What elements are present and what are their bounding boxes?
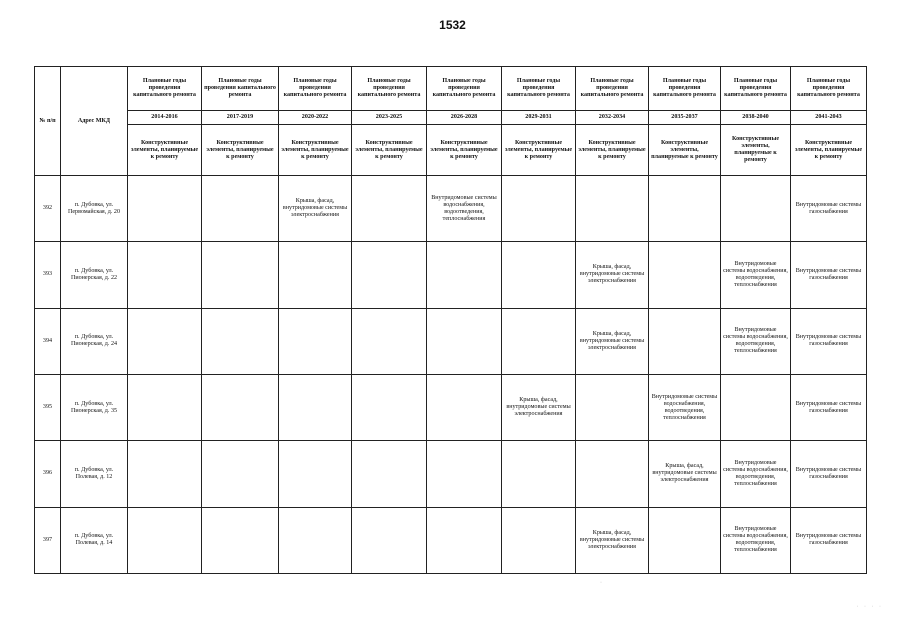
period-header: 2026-2028 [427,111,502,125]
repair-cell [721,374,791,440]
repair-cell [502,441,576,507]
repair-cell [427,242,502,308]
scan-noise: · · · · [856,604,883,610]
repair-cell [352,308,427,374]
repair-cell [202,308,279,374]
repair-cell [352,374,427,440]
period-header: 2020-2022 [279,111,352,125]
repair-cell [721,176,791,242]
repair-cell [279,242,352,308]
period-header: 2017-2019 [202,111,279,125]
repair-cell [128,176,202,242]
repair-cell [502,308,576,374]
repair-cell: Внутридомовые системы газоснабжения [791,308,867,374]
elements-header: Конструктивные элементы, планируемые к ремонту [502,125,576,176]
table-row [35,374,867,440]
repair-schedule-table [34,66,867,574]
header-row-planned [35,67,867,111]
repair-cell: Крыша, фасад, внутридомовые системы электроснабжения [649,441,721,507]
repair-cell [502,242,576,308]
row-address: п. Дубовка, ул. Первомайская, д. 20 [61,176,128,242]
table-row [35,176,867,242]
repair-cell: Внутридомовые системы водоснабжения, водоотведения, теплоснабжения [427,176,502,242]
repair-cell: Внутридомовые системы водоснабжения, водоотведения, теплоснабжения [721,441,791,507]
repair-cell [576,441,649,507]
elements-header: Конструктивные элементы, планируемые к ремонту [202,125,279,176]
repair-cell [352,441,427,507]
table-row [35,441,867,507]
planned-years-header: Плановые годы проведения капитального ремонта [202,67,279,111]
planned-years-header: Плановые годы проведения капитального ремонта [721,67,791,111]
elements-header: Конструктивные элементы, планируемые к ремонту [576,125,649,176]
repair-cell [649,176,721,242]
repair-cell: Крыша, фасад, внутридомовые системы электроснабжения [279,176,352,242]
repair-cell: Внутридомовые системы газоснабжения [791,374,867,440]
row-number: 395 [35,374,61,440]
repair-cell [502,507,576,573]
period-header: 2023-2025 [352,111,427,125]
repair-cell [576,176,649,242]
repair-cell: Внутридомовые системы водоснабжения, водоотведения, теплоснабжения [721,507,791,573]
repair-cell [202,507,279,573]
repair-cell: Крыша, фасад, внутридомовые системы электроснабжения [576,308,649,374]
repair-cell [649,242,721,308]
period-header: 2032-2034 [576,111,649,125]
planned-years-header: Плановые годы проведения капитального ремонта [649,67,721,111]
repair-cell [279,441,352,507]
period-header: 2041-2043 [791,111,867,125]
repair-cell [649,507,721,573]
period-header: 2029-2031 [502,111,576,125]
repair-cell: Внутридомовые системы газоснабжения [791,176,867,242]
row-number: 397 [35,507,61,573]
row-address: п. Дубовка, ул. Полевая, д. 12 [61,441,128,507]
row-number: 394 [35,308,61,374]
header-row-elements [35,125,867,176]
repair-cell: Внутридомовые системы водоснабжения, водоотведения, теплоснабжения [649,374,721,440]
repair-cell [352,507,427,573]
period-header: 2035-2037 [649,111,721,125]
row-address: п. Дубовка, ул. Пионерская, д. 22 [61,242,128,308]
planned-years-header: Плановые годы проведения капитального ремонта [427,67,502,111]
row-number: 393 [35,242,61,308]
repair-cell: Крыша, фасад, внутридомовые системы электроснабжения [502,374,576,440]
planned-years-header: Плановые годы проведения капитального ремонта [279,67,352,111]
elements-header: Конструктивные элементы, планируемые к ремонту [352,125,427,176]
planned-years-header: Плановые годы проведения капитального ремонта [502,67,576,111]
column-header-address: Адрес МКД [61,67,128,176]
repair-cell [649,308,721,374]
period-header: 2014-2016 [128,111,202,125]
repair-cell [202,176,279,242]
elements-header: Конструктивные элементы, планируемые к ремонту [721,125,791,176]
repair-cell [427,441,502,507]
repair-cell [352,176,427,242]
repair-cell: Внутридомовые системы водоснабжения, водоотведения, теплоснабжения [721,308,791,374]
repair-cell [202,374,279,440]
page-number: 1532 [439,18,466,32]
period-header: 2038-2040 [721,111,791,125]
repair-cell: Внутридомовые системы газоснабжения [791,507,867,573]
repair-cell: Внутридомовые системы газоснабжения [791,441,867,507]
repair-cell: Внутридомовые системы газоснабжения [791,242,867,308]
repair-cell [427,374,502,440]
repair-cell [427,507,502,573]
row-number: 392 [35,176,61,242]
elements-header: Конструктивные элементы, планируемые к ремонту [128,125,202,176]
table-row [35,507,867,573]
table-row [35,242,867,308]
repair-cell [576,374,649,440]
planned-years-header: Плановые годы проведения капитального ремонта [576,67,649,111]
row-address: п. Дубовка, ул. Пионерская, д. 35 [61,374,128,440]
row-address: п. Дубовка, ул. Полевая, д. 14 [61,507,128,573]
row-number: 396 [35,441,61,507]
repair-cell [128,374,202,440]
planned-years-header: Плановые годы проведения капитального ремонта [352,67,427,111]
elements-header: Конструктивные элементы, планируемые к ремонту [791,125,867,176]
row-address: п. Дубовка, ул. Пионерская, д. 24 [61,308,128,374]
repair-cell [202,441,279,507]
elements-header: Конструктивные элементы, планируемые к ремонту [649,125,721,176]
repair-cell [352,242,427,308]
repair-cell [502,176,576,242]
repair-cell [279,308,352,374]
header-row-periods [35,111,867,125]
repair-cell [427,308,502,374]
repair-cell: Внутридомовые системы водоснабжения, водоотведения, теплоснабжения [721,242,791,308]
elements-header: Конструктивные элементы, планируемые к ремонту [427,125,502,176]
repair-cell [279,507,352,573]
repair-cell: Крыша, фасад, внутридомовые системы электроснабжения [576,507,649,573]
planned-years-header: Плановые годы проведения капитального ремонта [791,67,867,111]
repair-cell [128,507,202,573]
table-row [35,308,867,374]
repair-cell [202,242,279,308]
repair-cell [128,242,202,308]
planned-years-header: Плановые годы проведения капитального ремонта [128,67,202,111]
scan-mark: · [600,580,602,586]
repair-cell [128,441,202,507]
elements-header: Конструктивные элементы, планируемые к ремонту [279,125,352,176]
repair-cell [279,374,352,440]
repair-cell [128,308,202,374]
repair-cell: Крыша, фасад, внутридомовые системы электроснабжения [576,242,649,308]
column-header-number: № п/п [35,67,61,176]
